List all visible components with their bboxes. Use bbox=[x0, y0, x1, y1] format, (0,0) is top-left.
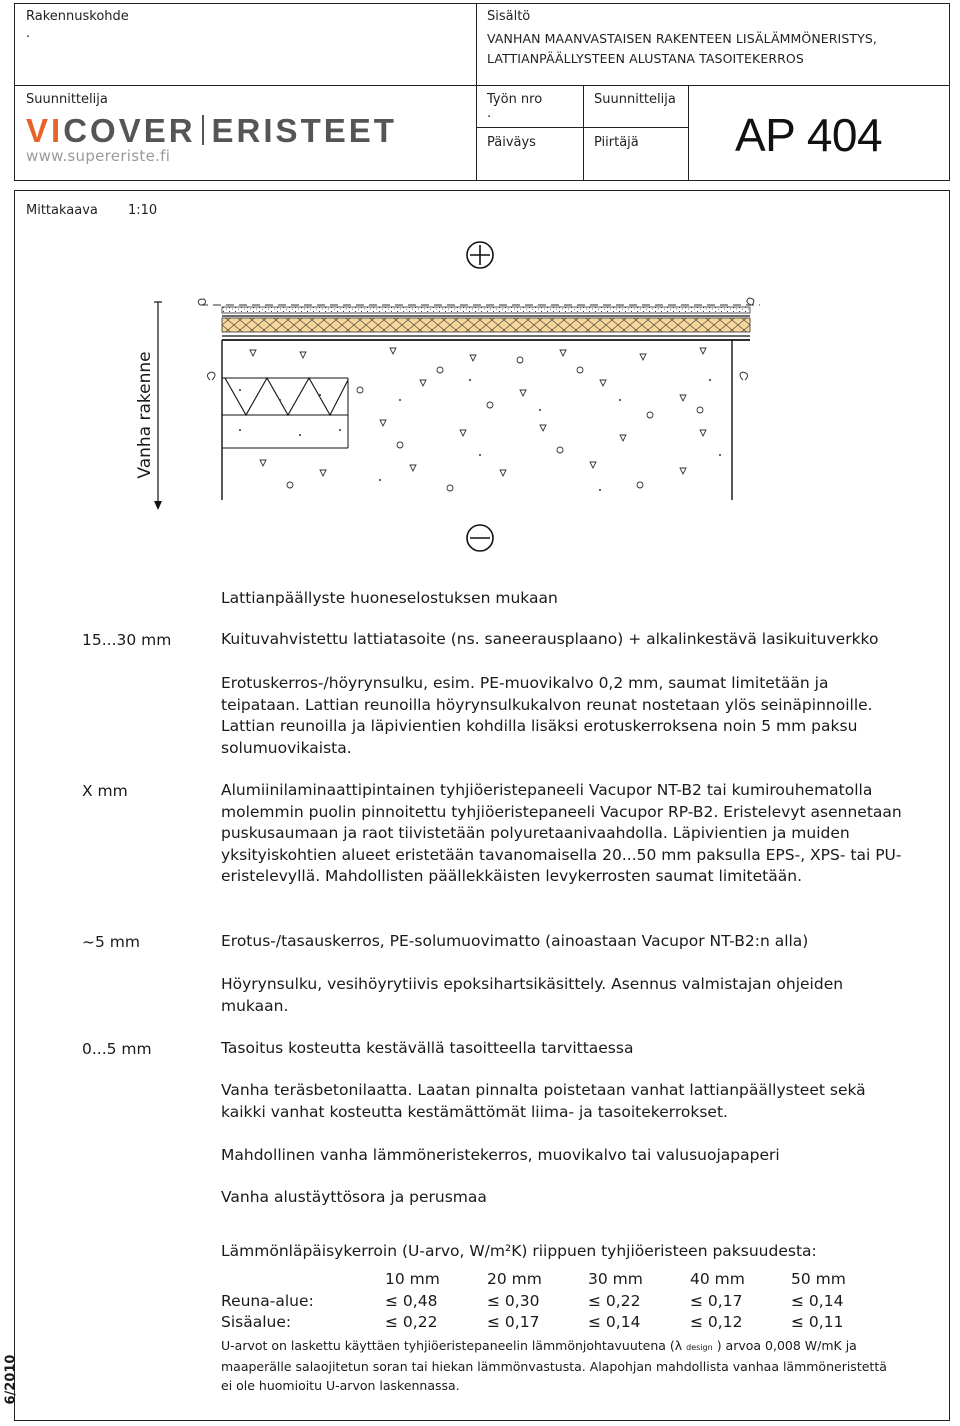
date-label: Päiväys bbox=[487, 135, 536, 150]
layer-7-text: Vanha teräsbetonilaatta. Laatan pinnalta poistetaan vanhat lattianpäällysteet sekä kaikki vanhat kosteutta kestämättömät liima- ja tasoitekerrokset. bbox=[221, 1081, 866, 1121]
layer-4-thickness: ~5 mm bbox=[82, 933, 140, 951]
minus-icon bbox=[467, 525, 493, 551]
title-divider-v3 bbox=[688, 85, 689, 181]
title-divider-v2 bbox=[583, 85, 584, 181]
layer-0-text: Lattianpäällyste huoneselostuksen mukaan bbox=[221, 589, 558, 607]
u-row-edge-20: ≤ 0,30 bbox=[487, 1292, 540, 1310]
scale-label: Mittakaava bbox=[26, 203, 98, 218]
u-col-40mm: 40 mm bbox=[690, 1270, 745, 1288]
designer-label: Suunnittelija bbox=[26, 92, 108, 107]
layer-6-text: Tasoitus kosteutta kestävällä tasoitteella tarvittaessa bbox=[221, 1039, 634, 1057]
u-col-10mm: 10 mm bbox=[385, 1270, 440, 1288]
scale-value: 1:10 bbox=[128, 203, 158, 218]
u-row-edge-40: ≤ 0,17 bbox=[690, 1292, 743, 1310]
layer-5-text: Höyrynsulku, vesihöyrytiivis epoksihartsikäsittely. Asennus valmistajan ohjeiden mukaan. bbox=[221, 975, 844, 1015]
u-row-inner-10: ≤ 0,22 bbox=[385, 1313, 438, 1331]
layer-6-thickness: 0...5 mm bbox=[82, 1040, 152, 1058]
project-value: . bbox=[26, 26, 31, 41]
plus-icon bbox=[467, 242, 493, 268]
layer-8-text: Mahdollinen vanha lämmöneristekerros, muovikalvo tai valusuojapaperi bbox=[221, 1146, 780, 1164]
u-row-edge-label: Reuna-alue: bbox=[221, 1292, 314, 1310]
layer-3-text: Alumiinilaminaattipintainen tyhjiöeristepaneeli Vacupor NT-B2 tai kumirouhematolla molemmin puolin pinnoitettu tyhjiöeristepaneeli Vacupor RP-B2. Eristelevyt asennetaan puskusaumaan ja raot tiivistetään polyuretaanivaahdolla. Läpivientien ja muiden yksityiskohtien alueet eristetään tavanomaisella 20...50 mm paksulla EPS-, XPS- tai PU-eristelevyllä. Mahdollisten päällekkäisten levykerrosten saumat limitetään. bbox=[221, 781, 902, 885]
u-row-inner-40: ≤ 0,12 bbox=[690, 1313, 743, 1331]
u-row-inner-50: ≤ 0,11 bbox=[791, 1313, 844, 1331]
u-col-30mm: 30 mm bbox=[588, 1270, 643, 1288]
u-row-inner-30: ≤ 0,14 bbox=[588, 1313, 641, 1331]
u-note-sub: design bbox=[686, 1343, 713, 1352]
logo-url: www.supereriste.fi bbox=[26, 147, 171, 165]
u-row-inner-label: Sisäalue: bbox=[221, 1313, 292, 1331]
content-label: Sisältö bbox=[487, 9, 531, 24]
job-label: Työn nro bbox=[487, 92, 543, 107]
u-col-20mm: 20 mm bbox=[487, 1270, 542, 1288]
u-row-edge-30: ≤ 0,22 bbox=[588, 1292, 641, 1310]
u-note-part2: ) arvoa 0,008 W/mK ja maaperälle salaojitetun soran tai hiekan lämmönvastusta. Alapohjan mahdollista vanhaa lämmöneristettä ei ole huomioitu U-arvon laskennassa. bbox=[221, 1338, 887, 1393]
u-col-50mm: 50 mm bbox=[791, 1270, 846, 1288]
designer2-label: Suunnittelija bbox=[594, 92, 676, 107]
layer-2-text: Erotuskerros-/höyrynsulku, esim. PE-muovikalvo 0,2 mm, saumat limitetään ja teipataan. Lattian reunoilla höyrynsulkukalvon reunat nostetaan ylös seinäpinnoille. Lattian reunoilla ja läpivientien kohdilla lisäksi erotuskerroksena noin 5 mm paksu solumuovikaista. bbox=[221, 674, 873, 757]
u-row-inner-20: ≤ 0,17 bbox=[487, 1313, 540, 1331]
title-divider-h1 bbox=[14, 85, 950, 86]
logo-eristeet: ERISTEET bbox=[211, 112, 397, 149]
content-line-1: VANHAN MAANVASTAISEN RAKENTEEN LISÄLÄMMÖNERISTYS, bbox=[487, 31, 877, 46]
logo-vi: VI bbox=[26, 112, 64, 149]
u-note-part1: U-arvot on laskettu käyttäen tyhjiöeristepaneelin lämmönjohtavuutena (λ bbox=[221, 1338, 683, 1353]
title-divider-v1 bbox=[476, 3, 477, 181]
u-row-edge-50: ≤ 0,14 bbox=[791, 1292, 844, 1310]
logo-separator bbox=[202, 115, 204, 145]
vicover-eristeet-logo bbox=[26, 112, 397, 150]
layer-4-text: Erotus-/tasauskerros, PE-solumuovimatto (ainoastaan Vacupor NT-B2:n alla) bbox=[221, 932, 809, 950]
u-row-edge-10: ≤ 0,48 bbox=[385, 1292, 438, 1310]
layer-9-text: Vanha alustäyttösora ja perusmaa bbox=[221, 1188, 487, 1206]
u-table-note bbox=[221, 1336, 901, 1395]
layer-1-text: Kuituvahvistettu lattiatasoite (ns. saneerausplaano) + alkalinkestävä lasikuituverkko bbox=[221, 630, 879, 648]
logo-cover: COVER bbox=[63, 112, 196, 149]
layer-1-thickness: 15...30 mm bbox=[82, 631, 172, 649]
u-table-heading: Lämmönläpäisykerroin (U-arvo, W/m²K) riippuen tyhjiöeristeen paksuudesta: bbox=[221, 1242, 817, 1260]
content-line-2: LATTIANPÄÄLLYSTEEN ALUSTANA TASOITEKERROS bbox=[487, 51, 804, 66]
project-label: Rakennuskohde bbox=[26, 9, 129, 24]
drawer-label: Piirtäjä bbox=[594, 135, 639, 150]
layer-3-thickness: X mm bbox=[82, 782, 128, 800]
drawing-code: AP 404 bbox=[735, 109, 883, 161]
footer-date: 6/2010 bbox=[3, 1354, 19, 1405]
title-divider-h2 bbox=[476, 127, 688, 128]
side-label: Vanha rakenne bbox=[135, 351, 155, 479]
job-value: . bbox=[487, 106, 492, 121]
side-arrow-icon bbox=[154, 302, 162, 510]
